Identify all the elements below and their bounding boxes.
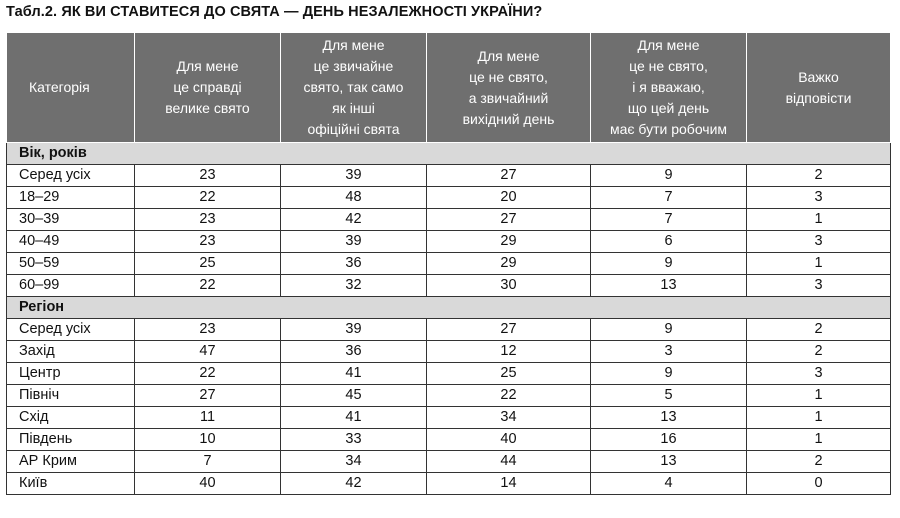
value-cell: 44 (427, 451, 591, 473)
value-cell: 40 (427, 429, 591, 451)
value-cell: 13 (591, 451, 747, 473)
value-cell: 10 (135, 429, 281, 451)
row-label: Схід (7, 407, 135, 429)
table-row (7, 385, 891, 407)
table-row (7, 319, 891, 341)
row-label: 40–49 (7, 231, 135, 253)
value-cell: 22 (135, 363, 281, 385)
table-row (7, 253, 891, 275)
value-cell: 23 (135, 165, 281, 187)
table-row (7, 429, 891, 451)
value-cell: 39 (281, 319, 427, 341)
value-cell: 14 (427, 473, 591, 495)
value-cell: 27 (427, 165, 591, 187)
value-cell: 42 (281, 209, 427, 231)
section-row (7, 297, 891, 319)
value-cell: 23 (135, 209, 281, 231)
value-cell: 23 (135, 231, 281, 253)
value-cell: 9 (591, 165, 747, 187)
value-cell: 2 (747, 165, 891, 187)
value-cell: 41 (281, 363, 427, 385)
value-cell: 13 (591, 407, 747, 429)
value-cell: 47 (135, 341, 281, 363)
value-cell: 3 (747, 187, 891, 209)
value-cell: 2 (747, 341, 891, 363)
row-label: 60–99 (7, 275, 135, 297)
value-cell: 3 (747, 363, 891, 385)
value-cell: 41 (281, 407, 427, 429)
survey-table (6, 32, 891, 495)
table-row (7, 231, 891, 253)
column-header: Для мене це не свято, і я вважаю, що цей день має бути робочим (591, 33, 747, 143)
value-cell: 27 (427, 319, 591, 341)
value-cell: 13 (591, 275, 747, 297)
value-cell: 0 (747, 473, 891, 495)
table-row (7, 363, 891, 385)
value-cell: 2 (747, 319, 891, 341)
value-cell: 9 (591, 363, 747, 385)
row-label: 50–59 (7, 253, 135, 275)
table-row (7, 407, 891, 429)
table-row (7, 473, 891, 495)
value-cell: 23 (135, 319, 281, 341)
header-row (7, 33, 891, 143)
value-cell: 36 (281, 341, 427, 363)
value-cell: 1 (747, 407, 891, 429)
row-label: Центр (7, 363, 135, 385)
section-title: Вік, років (7, 143, 891, 165)
value-cell: 22 (135, 275, 281, 297)
row-label: 18–29 (7, 187, 135, 209)
table-row (7, 451, 891, 473)
row-label: 30–39 (7, 209, 135, 231)
value-cell: 3 (747, 231, 891, 253)
table-row (7, 165, 891, 187)
column-header: Важко відповісти (747, 33, 891, 143)
value-cell: 45 (281, 385, 427, 407)
row-label: Захід (7, 341, 135, 363)
value-cell: 33 (281, 429, 427, 451)
value-cell: 1 (747, 429, 891, 451)
column-header: Для мене це справді велике свято (135, 33, 281, 143)
value-cell: 25 (135, 253, 281, 275)
section-row (7, 143, 891, 165)
table-row (7, 341, 891, 363)
value-cell: 32 (281, 275, 427, 297)
value-cell: 34 (281, 451, 427, 473)
row-label: АР Крим (7, 451, 135, 473)
row-label: Серед усіх (7, 319, 135, 341)
value-cell: 11 (135, 407, 281, 429)
value-cell: 7 (591, 187, 747, 209)
value-cell: 27 (427, 209, 591, 231)
value-cell: 27 (135, 385, 281, 407)
column-header: Для мене це звичайне свято, так само як інші офіційні свята (281, 33, 427, 143)
value-cell: 34 (427, 407, 591, 429)
row-label: Південь (7, 429, 135, 451)
row-label: Північ (7, 385, 135, 407)
value-cell: 6 (591, 231, 747, 253)
value-cell: 9 (591, 253, 747, 275)
value-cell: 29 (427, 231, 591, 253)
table-row (7, 275, 891, 297)
value-cell: 1 (747, 253, 891, 275)
value-cell: 4 (591, 473, 747, 495)
table-row (7, 209, 891, 231)
value-cell: 48 (281, 187, 427, 209)
section-title: Регіон (7, 297, 891, 319)
value-cell: 1 (747, 385, 891, 407)
row-label: Серед усіх (7, 165, 135, 187)
value-cell: 39 (281, 231, 427, 253)
value-cell: 30 (427, 275, 591, 297)
value-cell: 22 (427, 385, 591, 407)
table-row (7, 187, 891, 209)
value-cell: 40 (135, 473, 281, 495)
value-cell: 20 (427, 187, 591, 209)
value-cell: 22 (135, 187, 281, 209)
column-header: Для мене це не свято, а звичайний вихідний день (427, 33, 591, 143)
column-header: Категорія (7, 33, 135, 143)
value-cell: 25 (427, 363, 591, 385)
value-cell: 9 (591, 319, 747, 341)
value-cell: 3 (747, 275, 891, 297)
value-cell: 5 (591, 385, 747, 407)
value-cell: 39 (281, 165, 427, 187)
value-cell: 12 (427, 341, 591, 363)
value-cell: 2 (747, 451, 891, 473)
table-body (7, 143, 891, 495)
table-title: Табл.2. ЯК ВИ СТАВИТЕСЯ ДО СВЯТА — ДЕНЬ НЕЗАЛЕЖНОСТІ УКРАЇНИ? (6, 4, 543, 20)
value-cell: 16 (591, 429, 747, 451)
value-cell: 7 (591, 209, 747, 231)
value-cell: 1 (747, 209, 891, 231)
value-cell: 36 (281, 253, 427, 275)
value-cell: 42 (281, 473, 427, 495)
value-cell: 7 (135, 451, 281, 473)
value-cell: 3 (591, 341, 747, 363)
row-label: Київ (7, 473, 135, 495)
value-cell: 29 (427, 253, 591, 275)
